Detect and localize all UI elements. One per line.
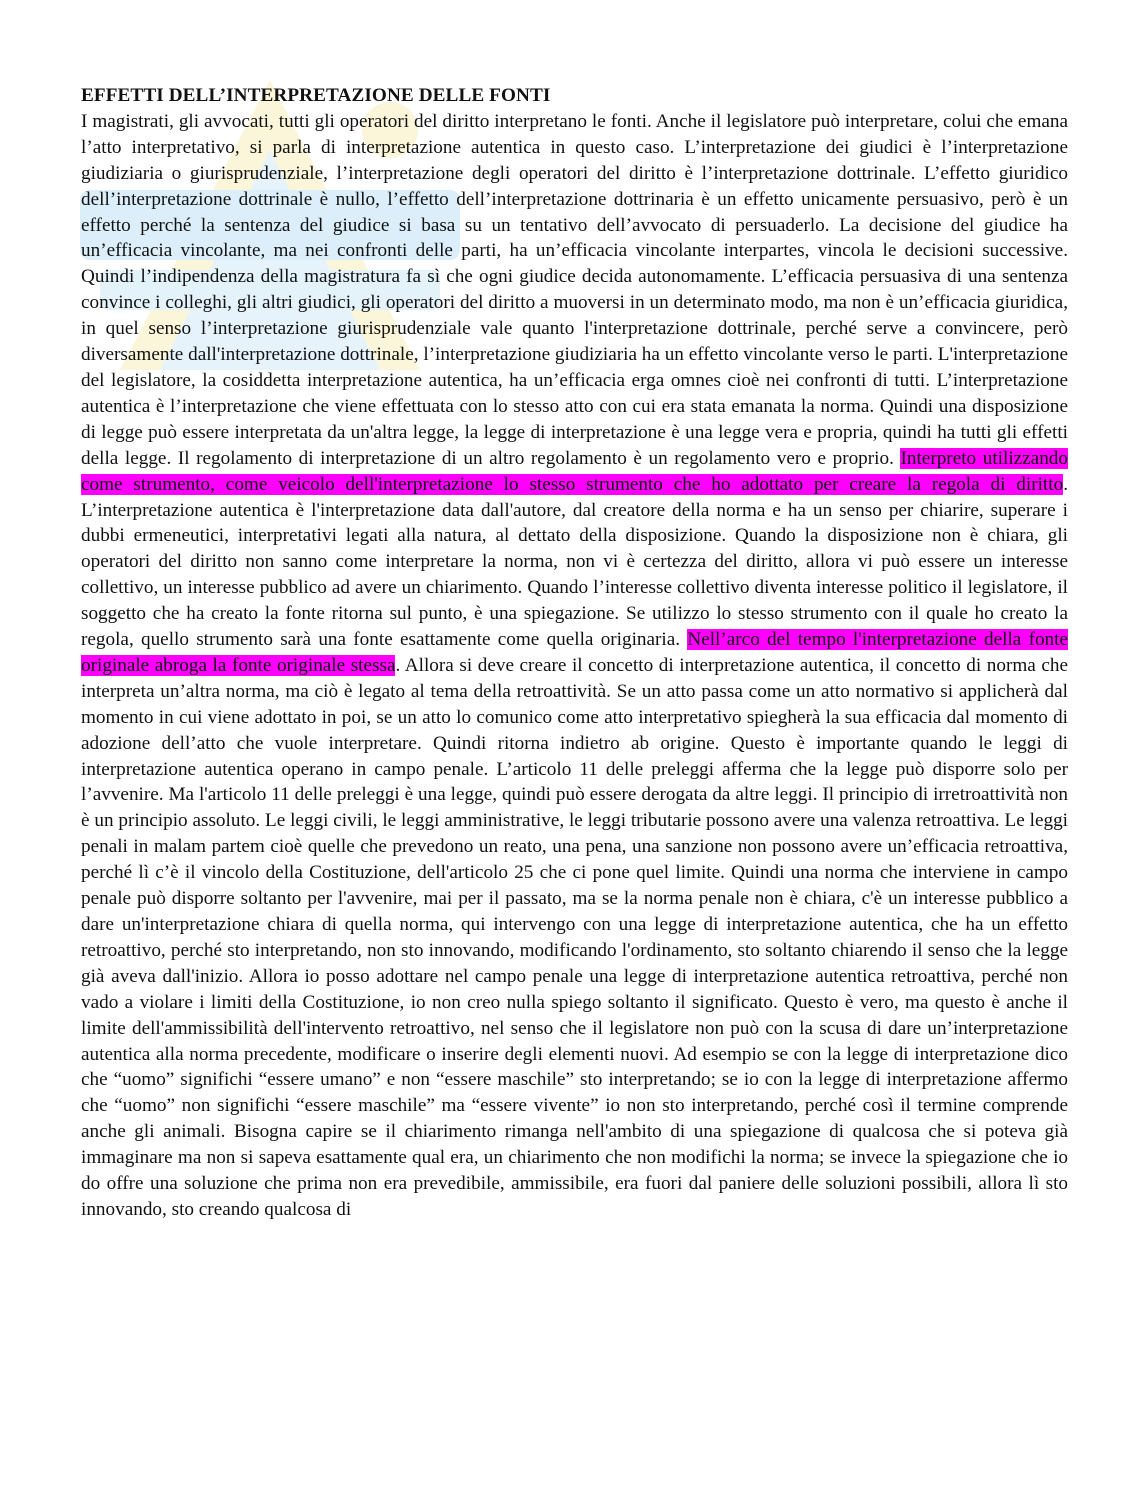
document-title: EFFETTI DELL’INTERPRETAZIONE DELLE FONTI	[81, 85, 551, 106]
highlighted-text-segment: Nell’arco del tempo l'interpretazione della fonte originale abroga la fonte originale stessa	[81, 629, 1068, 676]
body-text-segment: I magistrati, gli avvocati, tutti gli operatori del diritto interpretano le fonti. Anche il legislatore può interpretare, colui che emana l’atto interpretativo, si parla di interpretazione autentica in questo caso. L’interpretazione dei giudici è l’interpretazione giudiziaria o giurisprudenziale, l’interpretazione degli operatori del diritto è l’interpretazione dottrinale. L’effetto giuridico dell’interpretazione dottrinale è nullo, l’effetto dell’interpretazione dottrinaria è un effetto unicamente persuasivo, però è un effetto perché la sentenza del giudice si basa su un tentativo dell’avvocato di persuaderlo. La decisione del giudice ha un’efficacia vincolante, ma nei confronti delle parti, ha un’efficacia vincolante interpartes, vincola le decisioni successive. Quindi l’indipendenza della magistratura fa sì che ogni giudice decida autonomamente. L’efficacia persuasiva di una sentenza convince i colleghi, gli altri giudici, gli operatori del diritto a muoversi in un determinato modo, ma non è un’efficacia giuridica, in quel senso l’interpretazione giurisprudenziale vale quanto l'interpretazione dottrinale, perché serve a convincere, però diversamente dall'interpretazione dottrinale, l’interpretazione giudiziaria ha un effetto vincolante verso le parti. L'interpretazione del legislatore, la cosiddetta interpretazione autentica, ha un’efficacia erga omnes cioè nei confronti di tutti. L’interpretazione autentica è l’interpretazione che viene effettuata con lo stesso atto con cui era stata emanata la norma. Quindi una disposizione di legge può essere interpretata da un'altra legge, la legge di interpretazione è una legge vera e propria, quindi ha tutti gli effetti della legge. Il regolamento di interpretazione di un altro regolamento è un regolamento vero e proprio.	[81, 110, 1068, 469]
body-text-segment: . L’interpretazione autentica è l'interpretazione data dall'autore, dal creatore della norma e ha un senso per chiarire, superare i dubbi ermeneutici, interpretativi legati alla natura, al dettato della disposizione. Quando la disposizione non è chiara, gli operatori del diritto non sanno come interpretare la norma, non vi è certezza del diritto, allora vi può essere un interesse collettivo, un interesse pubblico ad avere un chiarimento. Quando l’interesse collettivo diventa interesse politico il legislatore, il soggetto che ha creato la fonte ritorna sul punto, è una spiegazione. Se utilizzo lo stesso strumento con il quale ho creato la regola, quello strumento sarà una fonte esattamente come quella originaria.	[81, 473, 1068, 651]
document-body	[81, 109, 1068, 1223]
document-content	[81, 83, 1068, 1223]
highlighted-text-segment: Interpreto utilizzando come strumento, come veicolo dell'interpretazione lo stesso strumento che ho adottato per creare la regola di diritto	[81, 447, 1068, 495]
body-text-segment: . Allora si deve creare il concetto di interpretazione autentica, il concetto di norma che interpreta un’altra norma, ma ciò è legato al tema della retroattività. Se un atto passa come un atto normativo si applicherà dal momento in cui viene adottato in poi, se un atto lo comunico come atto interpretativo spiegherà la sua efficacia dal momento di adozione dell’atto che vuole interpretare. Quindi ritorna indietro ab origine. Questo è importante quando le leggi di interpretazione autentica operano in campo penale. L’articolo 11 delle preleggi afferma che la legge può disporre solo per l’avvenire. Ma l'articolo 11 delle preleggi è una legge, quindi può essere derogata da altre leggi. Il principio di irretroattività non è un principio assoluto. Le leggi civili, le leggi amministrative, le leggi tributarie possono avere una valenza retroattiva. Le leggi penali in malam partem cioè quelle che prevedono un reato, una pena, una sanzione non possono avere un’efficacia retroattiva, perché lì c’è il vincolo della Costituzione, dell'articolo 25 che ci pone quel limite. Quindi una norma che interviene in campo penale può disporre soltanto per l'avvenire, mai per il passato, ma se la norma penale non è chiara, c'è un interesse pubblico a dare un'interpretazione chiara di quella norma, qui intervengo con una legge di interpretazione autentica, che ha un effetto retroattivo, perché sto interpretando, non sto innovando, modificando l'ordinamento, sto soltanto chiarendo il senso che la legge già aveva dall'inizio. Allora io posso adottare nel campo penale una legge di interpretazione autentica retroattiva, perché non vado a violare i limiti della Costituzione, io non creo nulla spiego soltanto il significato. Questo è vero, ma questo è anche il limite dell'ammissibilità dell'intervento retroattivo, nel senso che il legislatore non può con la scusa di dare un’interpretazione autentica alla norma precedente, modificare o inserire degli elementi nuovi. Ad esempio se con la legge di interpretazione dico che “uomo” significhi “essere umano” e non “essere maschile” sto interpretando; se io con la legge di interpretazione affermo che “uomo” non significhi “essere maschile” ma “essere vivente” io non sto interpretando, perché così il termine comprende anche gli animali. Bisogna capire se il chiarimento rimanga nell'ambito di una spiegazione di qualcosa che si poteva già immaginare ma non si sapeva esattamente qual era, un chiarimento che non modifichi la norma; se invece la spiegazione che io do offre una soluzione che prima non era prevedibile, ammissibile, era fuori dal paniere delle soluzioni possibili, allora lì sto innovando, sto creando qualcosa di	[81, 654, 1068, 1220]
